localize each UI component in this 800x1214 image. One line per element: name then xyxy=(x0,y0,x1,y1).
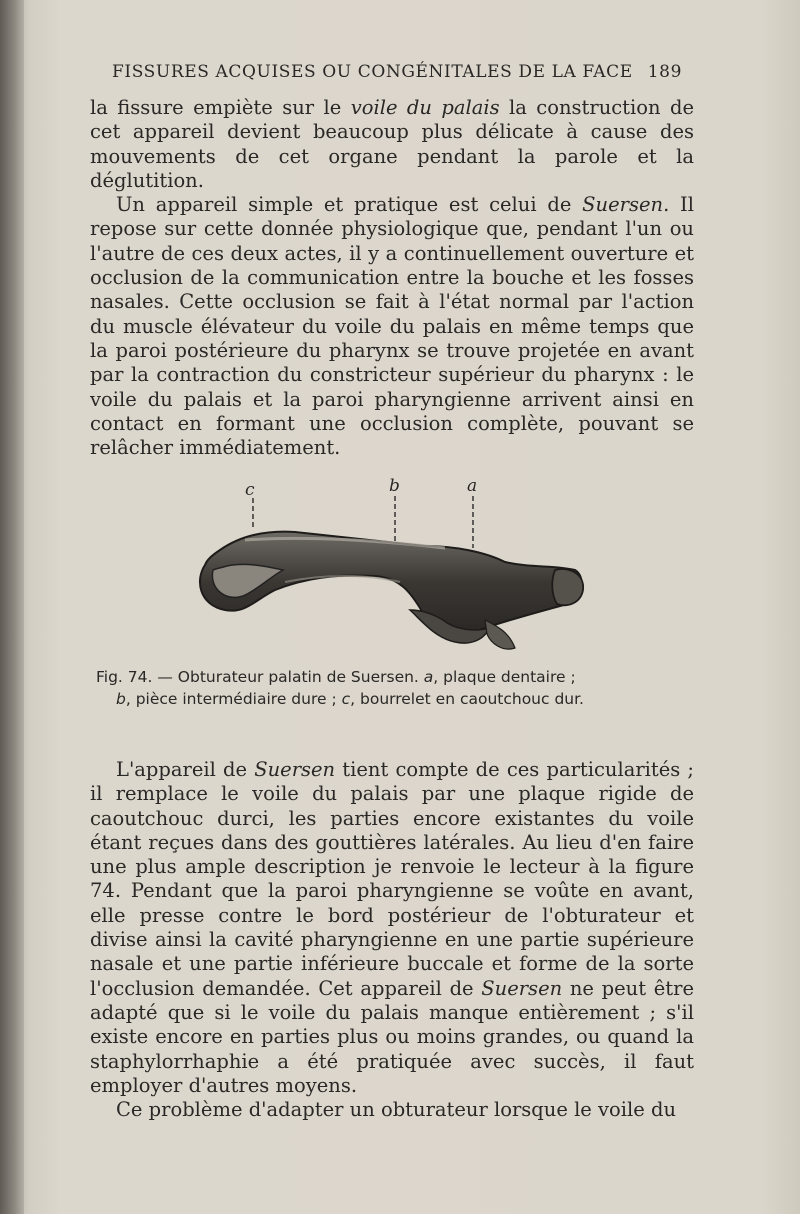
figure-label-c: c xyxy=(245,480,255,500)
header-title: FISSURES ACQUISES OU CONGÉNITALES DE LA FACE xyxy=(112,62,633,82)
text-block-top xyxy=(90,96,694,460)
dental-plate-lobe xyxy=(552,569,583,605)
book-spine xyxy=(0,0,24,1214)
text-block-bottom xyxy=(90,758,694,1122)
paragraph-1: la fissure empiète sur le voile du palais la construction de cet appareil devient beaucoup plus délicate à cause des mouvements de cet organe pendant la parole et la déglutition. xyxy=(90,96,694,192)
figure-caption: Fig. 74. — Obturateur palatin de Suersen. a, plaque dentaire ; b, pièce intermédiaire dure ; c, bourrelet en caoutchouc dur. xyxy=(96,668,584,708)
paragraph-2: Un appareil simple et pratique est celui de Suersen. Il repose sur cette donnée physiologique que, pendant l'un ou l'autre de ces deux actes, il y a continuellement ouverture et occlusion de la communication entre la bouche et les fosses nasales. Cette occlusion se fait à l'état normal par l'action du muscle élévateur du voile du palais en même temps que la paroi postérieure du pharynx se trouve projetée en avant par la contraction du constricteur supérieur du pharynx : le voile du palais et la paroi pharyngienne arrivent ainsi en contact en formant une occlusion complète, pouvant se relâcher immédiatement. xyxy=(90,193,694,460)
figure-label-b: b xyxy=(389,476,400,496)
page-number: 189 xyxy=(647,62,682,82)
italic-term: voile du palais xyxy=(350,96,500,119)
figure-label-a: a xyxy=(467,476,478,496)
figure-74 xyxy=(185,470,595,660)
running-header xyxy=(112,62,682,82)
lower-tab xyxy=(485,620,515,649)
italic-name: Suersen xyxy=(582,193,664,217)
paragraph-3: L'appareil de Suersen tient compte de ces particularités ; il remplace le voile du palais par une plaque rigide de caoutchouc durci, les parties encore existantes du voile étant reçues dans des gouttières latérales. Au lieu d'en faire une plus ample description je renvoie le lecteur à la figure 74. Pendant que la paroi pharyngienne se voûte en avant, elle presse contre le bord postérieur de l'obturateur et divise ainsi la cavité pharyngienne en une partie supérieure nasale et une partie inférieure buccale et forme de la sorte l'occlusion demandée. Cet appareil de Suersen ne peut être adapté que si le voile du palais manque entièrement ; s'il existe encore en parties plus ou moins grandes, ou quand la staphylorrhaphie a été pratiquée avec succès, il faut employer d'autres moyens. xyxy=(90,758,695,1097)
paragraph-4: Ce problème d'adapter un obturateur lorsque le voile du xyxy=(116,1098,677,1122)
